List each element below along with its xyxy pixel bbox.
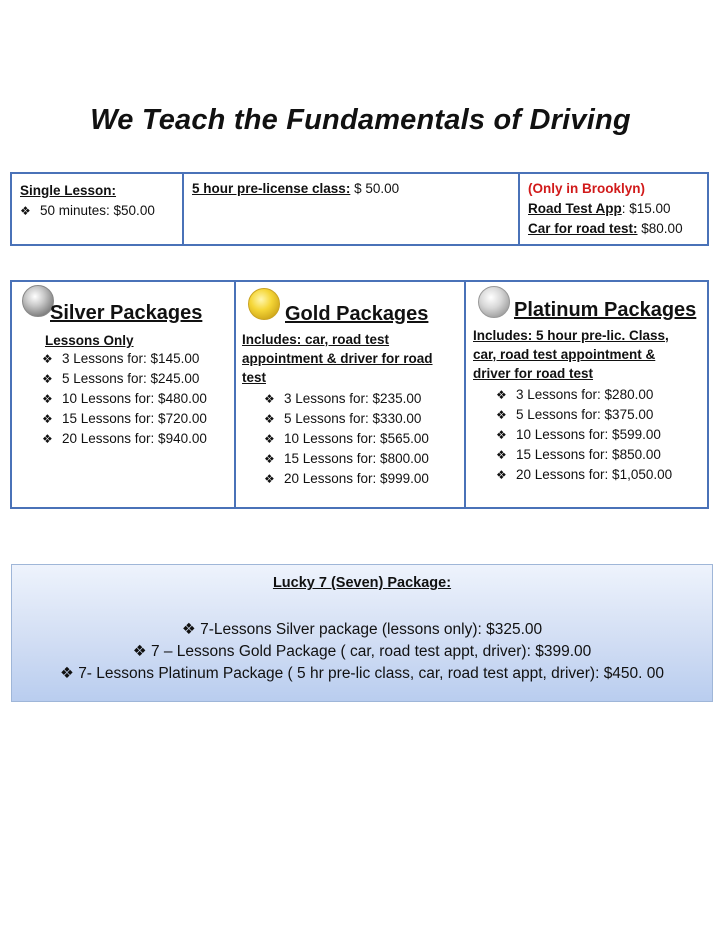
packages-table [10, 280, 709, 509]
gold-title: Gold Packages [285, 303, 429, 325]
bullet-icon: ❖ [42, 412, 53, 426]
road-test-app-value: : $15.00 [621, 201, 671, 216]
silver-list [42, 349, 232, 449]
platinum-list [496, 385, 706, 485]
gold-item: 10 Lessons for: $565.00 [284, 431, 429, 446]
silver-item: 15 Lessons for: $720.00 [62, 411, 207, 426]
list-item [42, 349, 232, 369]
list-item [496, 465, 706, 485]
bullet-icon: ❖ [264, 392, 275, 406]
bullet-icon: ❖ [132, 643, 147, 660]
car-road-test-label: Car for road test: [528, 221, 638, 236]
platinum-title: Platinum Packages [514, 299, 697, 321]
list-item [496, 405, 706, 425]
bullet-icon: ❖ [496, 408, 507, 422]
list-item [496, 385, 706, 405]
bullet-icon: ❖ [42, 372, 53, 386]
list-item [42, 369, 232, 389]
bullet-icon: ❖ [42, 392, 53, 406]
single-lesson-cell [20, 181, 180, 221]
prelicense-value: $ 50.00 [350, 181, 400, 196]
bullet-icon: ❖ [264, 432, 275, 446]
platinum-item: 3 Lessons for: $280.00 [516, 387, 654, 402]
single-lesson-heading: Single Lesson: [20, 183, 117, 198]
list-item [264, 409, 460, 429]
gold-item: 5 Lessons for: $330.00 [284, 411, 422, 426]
gold-item: 20 Lessons for: $999.00 [284, 471, 429, 486]
bullet-icon: ❖ [496, 388, 507, 402]
gold-item: 3 Lessons for: $235.00 [284, 391, 422, 406]
platinum-item: 5 Lessons for: $375.00 [516, 407, 654, 422]
page-title: We Teach the Fundamentals of Driving [90, 104, 631, 136]
road-test-app-label: Road Test App [528, 201, 622, 216]
lucky7-panel [11, 564, 713, 702]
platinum-includes: Includes: 5 hour pre-lic. Class, car, road test appointment & driver for road test [473, 328, 669, 381]
silver-item: 10 Lessons for: $480.00 [62, 391, 207, 406]
platinum-medal-icon [478, 286, 510, 318]
bullet-icon: ❖ [264, 452, 275, 466]
lucky7-line-text: 7 – Lessons Gold Package ( car, road test appt, driver): $399.00 [150, 643, 592, 660]
gold-includes: Includes: car, road test appointment & driver for road test [242, 332, 433, 385]
road-test-app-row [528, 199, 708, 219]
list-item [264, 389, 460, 409]
bullet-icon: ❖ [264, 472, 275, 486]
silver-item: 5 Lessons for: $245.00 [62, 371, 200, 386]
silver-includes: Lessons Only [45, 333, 134, 348]
bullet-icon: ❖ [496, 428, 507, 442]
table-divider [234, 282, 236, 507]
gold-list [264, 389, 460, 489]
single-lesson-price: 50 minutes: $50.00 [40, 203, 155, 218]
car-road-test-row [528, 219, 708, 239]
silver-item: 20 Lessons for: $940.00 [62, 431, 207, 446]
bullet-icon: ❖ [264, 412, 275, 426]
list-item [42, 429, 232, 449]
bullet-icon: ❖ [496, 448, 507, 462]
bullet-icon: ❖ [42, 352, 53, 366]
list-item [264, 429, 460, 449]
pricing-table [10, 172, 709, 246]
silver-title: Silver Packages [50, 302, 203, 324]
bullet-icon: ❖ [42, 432, 53, 446]
list-item [264, 469, 460, 489]
brooklyn-note: (Only in Brooklyn) [528, 181, 646, 196]
list-item [264, 449, 460, 469]
list-item [496, 445, 706, 465]
silver-item: 3 Lessons for: $145.00 [62, 351, 200, 366]
prelicense-label: 5 hour pre-license class: [192, 181, 351, 196]
table-divider [464, 282, 466, 507]
platinum-item: 15 Lessons for: $850.00 [516, 447, 661, 462]
brooklyn-cell [528, 179, 708, 239]
bullet-icon: ❖ [496, 468, 507, 482]
list-item [496, 425, 706, 445]
list-item [42, 409, 232, 429]
platinum-item: 10 Lessons for: $599.00 [516, 427, 661, 442]
car-road-test-value: $80.00 [637, 221, 683, 236]
gold-item: 15 Lessons for: $800.00 [284, 451, 429, 466]
bullet-icon: ❖ [59, 665, 74, 682]
lucky7-line-text: 7- Lessons Platinum Package ( 5 hr pre-lic class, car, road test appt, driver): $450. 00 [78, 665, 665, 682]
bullet-icon: ❖ [20, 204, 31, 218]
table-divider [518, 174, 520, 244]
list-item [42, 389, 232, 409]
list-item [20, 201, 180, 221]
lucky7-title: Lucky 7 (Seven) Package: [272, 575, 452, 591]
lucky7-line [12, 664, 712, 683]
lucky7-line [12, 642, 712, 661]
lucky7-line-text: 7-Lessons Silver package (lessons only): $325.00 [200, 621, 543, 638]
bullet-icon: ❖ [181, 621, 196, 638]
lucky7-line [12, 620, 712, 639]
gold-medal-icon [248, 288, 280, 320]
prelicense-cell [192, 179, 512, 199]
platinum-item: 20 Lessons for: $1,050.00 [516, 467, 673, 482]
table-divider [182, 174, 184, 244]
